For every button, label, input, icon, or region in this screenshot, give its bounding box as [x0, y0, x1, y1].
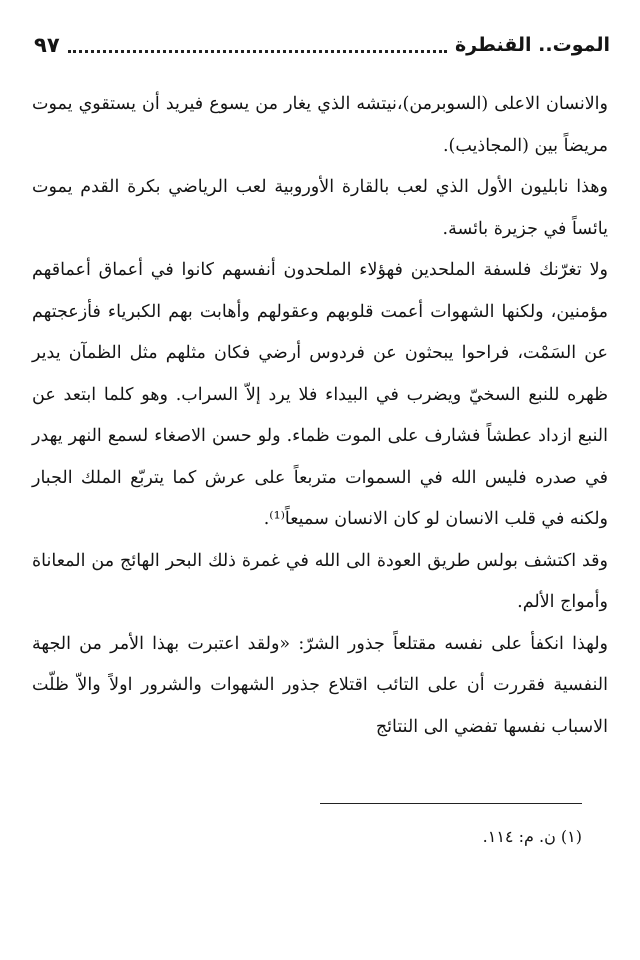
header-dot-leader — [68, 50, 447, 53]
paragraph: ولا تغرّنك فلسفة الملحدين فهؤلاء الملحدون أنفسهم كانوا في أعماق أعماقهم مؤمنين، ولكنها الشهوات أعمت قلوبهم وعقولهم وأهابت بهم الكبرياء فأزعجتهم عن السَمْت، فراحوا يبحثون عن فردوس أرضي فكان مثلهم مثل الظمآن يدير ظهره للنبع السخيّ ويضرب في البيداء فلا يرد إلاّ السراب. وهو كلما ابتعد عن النبع ازداد عطشاً فشارف على الموت ظماء. ولو حسن الاصغاء لسمع النهر يهدر في صدره فليس الله في السموات متربعاً على عرش كما يتربّع الملك الجبار ولكنه في قلب الانسان لو كان الانسان سميعاً⁽¹⁾. — [32, 260, 608, 529]
footnote: (١) ن. م: ١١٤. — [482, 827, 582, 846]
paragraph: ولهذا انكفأ على نفسه مقتلعاً جذور الشرّ: «ولقد اعتبرت بهذا الأمر من الجهة النفسية فقررت أن على التائب اقتلاع جذور الشهوات والشرور اولاً والاّ ظلّت الاسباب نفسها تفضي الى النتائج — [32, 633, 608, 737]
running-header — [34, 28, 610, 62]
header-title: الموت.. القنطرة — [454, 34, 610, 56]
paragraph: وهذا نابليون الأول الذي لعب بالقارة الأوروبية لعب الرياضي بكرة القدم يموت يائساً في جزيرة بائسة. — [32, 177, 608, 239]
paragraph: وقد اكتشف بولس طريق العودة الى الله في غمرة ذلك البحر الهائج من المعاناة وأمواج الألم. — [32, 550, 608, 612]
body-text — [32, 84, 608, 748]
page-number: ٩٧ — [34, 33, 60, 57]
footnote-separator — [320, 803, 582, 804]
paragraph: والانسان الاعلى (السوبرمن)،نيتشه الذي يغار من يسوع فيريد أن يستقوي يموت مريضاً بين (المجاذيب). — [32, 94, 608, 156]
